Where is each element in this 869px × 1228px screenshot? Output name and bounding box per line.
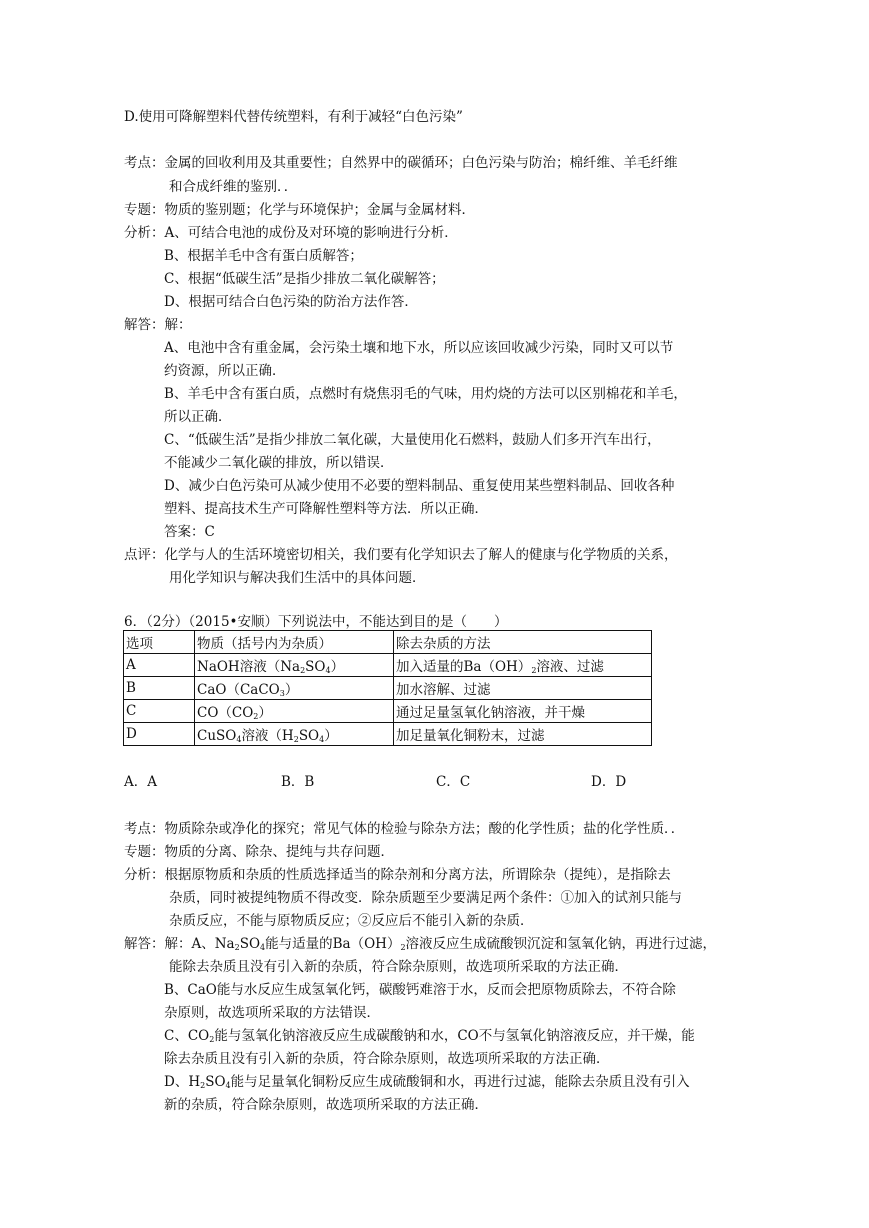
jieda-head: 解答：解：: [124, 317, 192, 333]
table-cell: CuSO$_4$溶液$(H_2SO_4)$: [195, 723, 394, 746]
choice-b: B．B: [281, 774, 315, 790]
fenxi-d: D、根据可结合白色污染的防治方法作答．: [164, 294, 418, 310]
table-cell: NaOH溶液$(Na_2SO_4)$: [195, 654, 394, 677]
table-row: [124, 677, 652, 700]
jieda-c-2: 不能减少二氧化碳的排放，所以错误．: [164, 455, 394, 471]
header-cell: 除去杂质的方法: [394, 631, 652, 654]
fenxi-line-cont: 杂质，同时被提纯物质不得改变．除杂质题至少要满足两个条件：①加入的试剂只能与: [169, 890, 682, 906]
header-cell: 物质（括号内为杂质）: [195, 631, 394, 654]
dianping-line: 点评：化学与人的生活环境密切相关，我们要有化学知识去了解人的健康与化学物质的关系，: [124, 547, 678, 563]
table-cell: C: [124, 700, 195, 723]
fenxi-line: 分析：根据原物质和杂质的性质选择适当的除杂剂和分离方法，所谓除杂（提纯），是指除去: [124, 867, 671, 883]
table-row: [124, 654, 652, 677]
table-cell: D: [124, 723, 195, 746]
table-cell: B: [124, 677, 195, 700]
choice-d: D．D: [591, 774, 627, 790]
jieda-c-1: C、“低碳生活”是指少排放二氧化碳，大量使用化石燃料，鼓励人们多开汽车出行，: [164, 432, 661, 448]
zhuanti-line: 专题：物质的鉴别题；化学与环境保护；金属与金属材料．: [124, 202, 475, 218]
jieda-b-2: 杂原则，故选项所采取的方法错误．: [164, 1005, 380, 1021]
table-cell: A: [124, 654, 195, 677]
option-d-text: D.使用可降解塑料代替传统塑料，有利于减轻“白色污染”: [124, 109, 463, 125]
table-cell: 通过足量氢氧化钠溶液，并干燥: [394, 700, 652, 723]
options-table: [123, 630, 652, 746]
table-cell: CaO（CaCO$_3$）: [195, 677, 394, 700]
fenxi-line: 分析：A、可结合电池的成份及对环境的影响进行分析．: [124, 225, 458, 241]
zhuanti-line: 专题：物质的分离、除杂、提纯与共存问题．: [124, 844, 394, 860]
table-cell: 加足量氧化铜粉末，过滤: [394, 723, 652, 746]
table-row: [124, 723, 652, 746]
answer-line: 答案：C: [164, 524, 215, 540]
fenxi-b: B、根据羊毛中含有蛋白质解答；: [164, 248, 363, 264]
kaodian-line-cont: 和合成纤维的鉴别．．: [169, 179, 298, 195]
jieda-a-1: 解答：解：A、$Na_2SO_4$能与适量的$Ba(OH)_2$溶液反应生成硫酸钡沉淀和氢氧化钠，再进行过滤，: [124, 936, 717, 952]
jieda-d-2: 新的杂质，符合除杂原则，故选项所采取的方法正确．: [164, 1097, 488, 1113]
kaodian-line: 考点：物质除杂或净化的探究；常见气体的检验与除杂方法；酸的化学性质；盐的化学性质．．: [124, 821, 685, 837]
choice-c: C．C: [436, 774, 471, 790]
table-row: [124, 700, 652, 723]
jieda-b-1: B、CaO能与水反应生成氢氧化钙，碳酸钙难溶于水，反而会把原物质除去，不符合除: [164, 982, 676, 998]
table-cell: $CO(CO_2)$: [195, 700, 394, 723]
jieda-b-1: B、羊毛中含有蛋白质，点燃时有烧焦羽毛的气味，用灼烧的方法可以区别棉花和羊毛，: [164, 386, 687, 402]
jieda-c-2: 除去杂质且没有引入新的杂质，符合除杂原则，故选项所采取的方法正确．: [164, 1051, 610, 1067]
dianping-line-cont: 用化学知识与解决我们生活中的具体问题．: [169, 570, 426, 586]
table-header-row: [124, 631, 652, 654]
choice-a: A．A: [124, 774, 157, 790]
question-6-title: 6．（2分）（2015•安顺）下列说法中，不能达到目的是（ ）: [124, 614, 508, 630]
jieda-d-1: D、$H_2SO_4$能与足量氧化铜粉反应生成硫酸铜和水，再进行过滤，能除去杂质且没有引入: [164, 1074, 690, 1090]
table-cell: 加水溶解、过滤: [394, 677, 652, 700]
jieda-a-2: 约资源，所以正确．: [164, 363, 286, 379]
table-cell: 加入适量的$Ba(OH)_2$溶液、过滤: [394, 654, 652, 677]
jieda-c-1: C、$CO_2$能与氢氧化钠溶液反应生成碳酸钠和水，CO不与氢氧化钠溶液反应，并干燥，能: [164, 1028, 695, 1044]
fenxi-line-cont: 杂质反应，不能与原物质反应；②反应后不能引入新的杂质．: [169, 913, 534, 929]
jieda-a-1: A、电池中含有重金属，会污染土壤和地下水，所以应该回收减少污染，同时又可以节: [164, 340, 674, 356]
jieda-d-2: 塑料、提高技术生产可降解性塑料等方法．所以正确．: [164, 501, 488, 517]
jieda-b-2: 所以正确．: [164, 409, 232, 425]
header-cell: 选项: [124, 631, 195, 654]
jieda-d-1: D、减少白色污染可从减少使用不必要的塑料制品、重复使用某些塑料制品、回收各种: [164, 478, 675, 494]
kaodian-line: 考点：金属的回收利用及其重要性；自然界中的碳循环；白色污染与防治；棉纤维、羊毛纤维: [124, 155, 678, 171]
fenxi-c: C、根据“低碳生活”是指少排放二氧化碳解答；: [164, 271, 445, 287]
jieda-a-2: 能除去杂质且没有引入新的杂质，符合除杂原则，故选项所采取的方法正确．: [169, 959, 628, 975]
